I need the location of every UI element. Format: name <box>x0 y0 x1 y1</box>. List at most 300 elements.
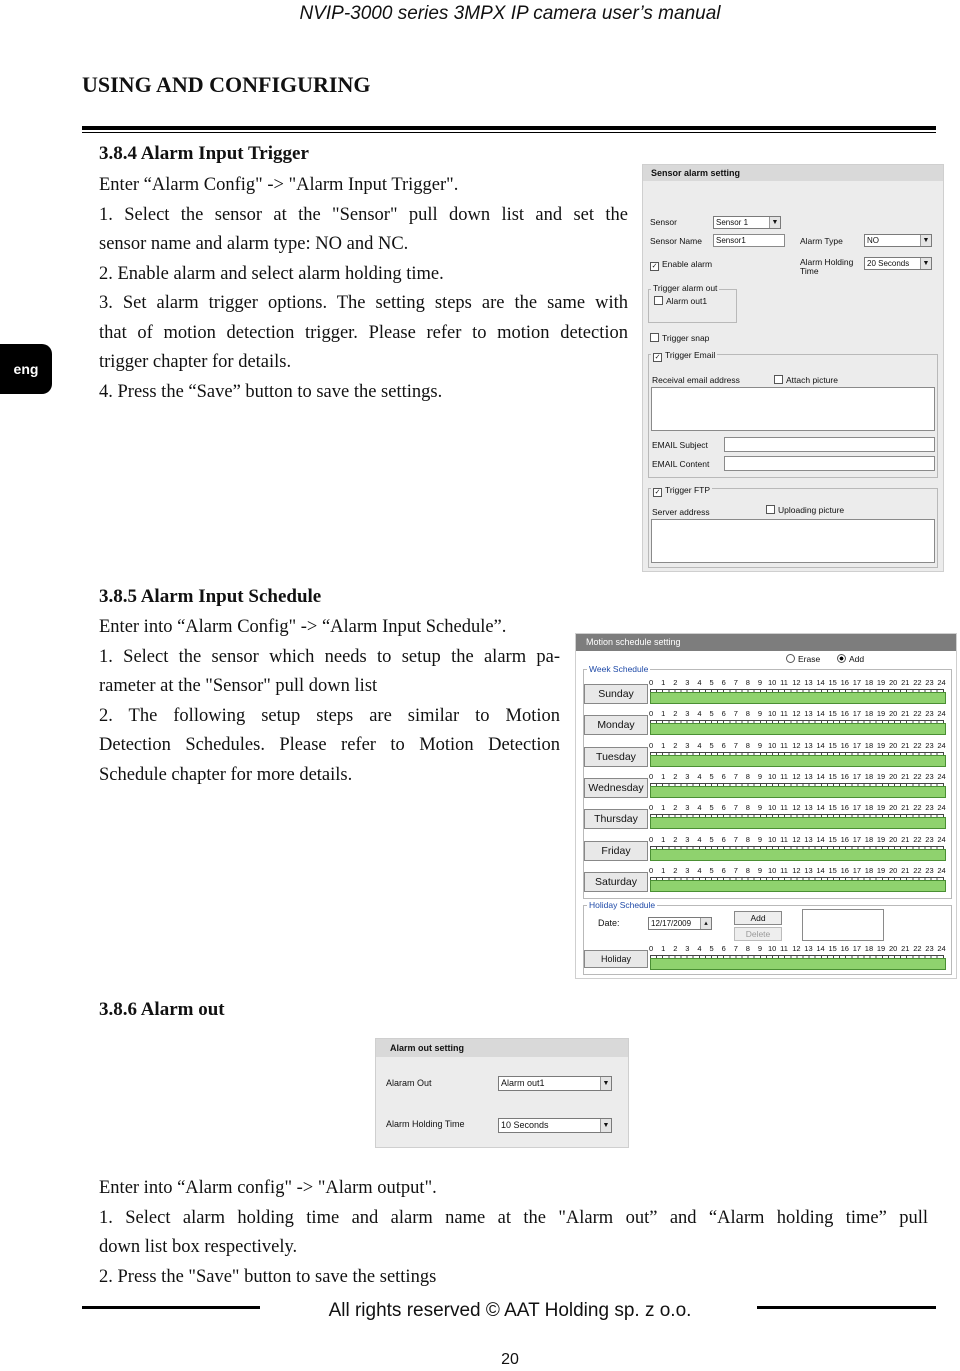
hour-label: 18 <box>864 678 874 687</box>
hour-label: 18 <box>864 740 874 750</box>
hour-label: 17 <box>852 678 862 687</box>
hour-label: 19 <box>876 865 886 875</box>
week-schedule-group <box>583 664 952 899</box>
hour-label: 7 <box>733 865 738 875</box>
hour-label: 14 <box>816 678 825 687</box>
hour-label: 2 <box>673 709 678 719</box>
hour-label: 7 <box>733 803 738 813</box>
hour-label: 13 <box>804 771 813 781</box>
chapter-title: USING AND CONFIGURING <box>82 72 371 97</box>
alarm-type-label: Alarm Type <box>800 236 843 246</box>
alarm-holding-time-select[interactable] <box>498 1118 612 1133</box>
hour-label: 5 <box>709 834 714 844</box>
section-386-heading: 3.8.6 Alarm out <box>99 999 225 1020</box>
hour-label: 12 <box>792 803 801 813</box>
hour-label: 9 <box>757 944 763 953</box>
hour-label: 12 <box>792 771 801 781</box>
text-line: Enter into “Alarm Config" -> “Alarm Input Schedule”. <box>99 617 507 637</box>
header-rule-thin <box>82 132 936 133</box>
hour-label: 4 <box>697 834 702 844</box>
hour-label: 21 <box>901 709 910 719</box>
panel-title: Alarm out setting <box>376 1039 628 1057</box>
hour-label: 16 <box>840 740 849 750</box>
hour-label: 4 <box>697 944 702 953</box>
receival-email-label: Receival email address <box>652 375 740 385</box>
hour-label: 4 <box>697 803 702 813</box>
alarm-holding-label <box>800 258 853 276</box>
hour-label: 1 <box>661 709 666 719</box>
hour-label: 16 <box>840 771 849 781</box>
hour-label: 11 <box>780 678 788 687</box>
schedule-bar[interactable] <box>650 786 946 798</box>
hour-label: 21 <box>901 834 910 844</box>
enable-alarm-checkbox[interactable] <box>650 259 712 271</box>
header-rule-thick <box>82 126 936 130</box>
alarm-holding-time-label: Alarm Holding Time <box>386 1119 465 1129</box>
hour-label: 8 <box>745 834 750 844</box>
chevron-down-icon: ▼ <box>920 258 931 269</box>
hour-label: 14 <box>816 740 825 750</box>
alarm-out-value: Alarm out1 <box>501 1078 545 1088</box>
section-386-text <box>99 1174 928 1292</box>
holding-label-line: Alarm Holding <box>800 257 854 267</box>
day-name: Thursday <box>584 809 648 829</box>
hour-label: 6 <box>721 865 726 875</box>
text-line: 3. Set alarm trigger options. The setting steps are the same with <box>99 293 628 313</box>
hour-label: 17 <box>852 834 862 844</box>
holiday-schedule-group <box>583 900 952 975</box>
hour-label: 15 <box>828 740 837 750</box>
schedule-bar[interactable] <box>650 849 946 861</box>
checkbox-checked-icon: ✓ <box>651 263 658 270</box>
uploading-picture-checkbox[interactable] <box>766 505 844 515</box>
hour-label: 15 <box>828 944 837 953</box>
hour-label: 22 <box>913 865 922 875</box>
email-content-input[interactable] <box>724 456 935 471</box>
hour-label: 7 <box>733 678 738 687</box>
hour-label: 11 <box>780 944 788 953</box>
hour-label: 11 <box>780 771 788 781</box>
hour-label: 11 <box>780 740 788 750</box>
radio-icon <box>786 654 795 663</box>
hour-label: 18 <box>864 944 874 953</box>
trigger-email-label: Trigger Email <box>665 350 716 360</box>
hour-label: 4 <box>697 678 702 687</box>
hour-label: 22 <box>913 803 922 813</box>
text-line: 4. Press the “Save” button to save the settings. <box>99 381 443 402</box>
add-label: Add <box>849 654 865 664</box>
hour-label: 12 <box>792 865 801 875</box>
hour-label: 8 <box>745 944 750 953</box>
hour-label: 15 <box>828 709 837 719</box>
holiday-name: Holiday <box>584 950 648 968</box>
text-line: that of motion detection trigger. Please refer to motion detection <box>99 322 628 343</box>
hour-label: 20 <box>889 771 898 781</box>
hour-label: 8 <box>745 865 750 875</box>
hour-label: 10 <box>768 944 777 953</box>
email-subject-label: EMAIL Subject <box>652 440 708 450</box>
hour-label: 2 <box>673 771 678 781</box>
trigger-ftp-checkbox[interactable] <box>651 485 712 497</box>
hour-label: 20 <box>889 803 898 813</box>
section-384-text <box>99 171 628 407</box>
hour-label: 8 <box>745 740 750 750</box>
radio-selected-icon <box>837 654 846 663</box>
hour-label: 24 <box>937 678 946 687</box>
hour-label: 14 <box>816 865 825 875</box>
schedule-bar[interactable] <box>650 880 946 892</box>
sensor-name-label: Sensor Name <box>650 236 702 246</box>
hour-label: 19 <box>876 709 886 719</box>
section-385-heading: 3.8.5 Alarm Input Schedule <box>99 586 322 607</box>
hour-label: 7 <box>733 834 738 844</box>
hour-label: 2 <box>673 803 678 813</box>
hour-label: 11 <box>780 865 788 875</box>
hour-label: 8 <box>745 771 750 781</box>
hour-label: 12 <box>792 678 801 687</box>
date-value: 12/17/2009 <box>651 919 692 928</box>
schedule-bar[interactable] <box>650 755 946 767</box>
hour-label: 9 <box>757 865 763 875</box>
checkbox-icon <box>766 505 775 514</box>
hour-label: 22 <box>913 944 922 953</box>
email-content-label: EMAIL Content <box>652 459 710 469</box>
enable-alarm-label: Enable alarm <box>662 259 713 269</box>
hour-label: 14 <box>816 944 825 953</box>
checkbox-checked-icon: ✓ <box>654 489 661 496</box>
chevron-down-icon: ▼ <box>600 1077 611 1090</box>
hour-label: 7 <box>733 709 738 719</box>
hour-label: 23 <box>925 709 934 719</box>
hour-label: 4 <box>697 709 702 719</box>
section-385-text <box>99 613 560 790</box>
hour-label: 16 <box>840 678 849 687</box>
hour-label: 15 <box>828 803 837 813</box>
hour-label: 9 <box>757 678 763 687</box>
hour-label: 6 <box>721 709 726 719</box>
hour-label: 0 <box>649 944 654 953</box>
checkbox-icon <box>774 375 783 384</box>
hour-label: 3 <box>685 709 690 719</box>
hour-label: 13 <box>804 944 813 953</box>
hour-label: 6 <box>721 944 726 953</box>
hour-label: 8 <box>745 803 750 813</box>
hour-label: 16 <box>840 944 849 953</box>
panel-title: Sensor alarm setting <box>643 165 943 181</box>
hour-label: 8 <box>745 678 750 687</box>
holiday-list[interactable] <box>802 909 884 941</box>
text-line: Enter “Alarm Config" -> "Alarm Input Trigger". <box>99 175 459 195</box>
holding-label-line: Time <box>800 266 819 276</box>
hour-label: 21 <box>901 740 910 750</box>
hour-label: 2 <box>673 740 678 750</box>
hour-label: 18 <box>864 834 874 844</box>
hour-label: 2 <box>673 678 678 687</box>
hour-label: 24 <box>937 865 946 875</box>
hour-label: 24 <box>937 771 946 781</box>
hour-label: 0 <box>649 865 654 875</box>
day-name: Saturday <box>584 872 648 892</box>
hour-label: 13 <box>804 709 813 719</box>
hour-label: 13 <box>804 803 813 813</box>
sensor-select[interactable] <box>713 216 781 229</box>
hour-label: 9 <box>757 709 763 719</box>
hour-label: 17 <box>852 771 862 781</box>
hour-label: 7 <box>733 771 738 781</box>
trigger-ftp-label: Trigger FTP <box>665 485 711 495</box>
hour-label: 14 <box>816 709 825 719</box>
hour-label: 5 <box>709 709 714 719</box>
hour-label: 12 <box>792 740 801 750</box>
hour-label: 4 <box>697 771 702 781</box>
schedule-bar[interactable] <box>650 958 946 970</box>
hour-label: 3 <box>685 834 690 844</box>
panel-title: Motion schedule setting <box>576 634 956 651</box>
hour-label: 20 <box>889 944 898 953</box>
hour-label: 16 <box>840 865 849 875</box>
footer-copyright: All rights reserved © AAT Holding sp. z o.o. <box>328 1300 692 1321</box>
hour-label: 19 <box>876 771 886 781</box>
hour-label: 0 <box>649 834 654 844</box>
day-name: Tuesday <box>584 747 648 767</box>
hour-label: 23 <box>925 803 934 813</box>
trigger-email-checkbox[interactable] <box>651 350 717 362</box>
date-picker[interactable] <box>648 917 712 930</box>
hour-label: 1 <box>661 944 666 953</box>
hour-label: 22 <box>913 678 922 687</box>
sensor-name-input[interactable]: Sensor1 <box>713 234 785 247</box>
alarm-out-setting-panel <box>375 1038 629 1148</box>
day-row-friday <box>584 834 946 863</box>
hour-label: 6 <box>721 740 726 750</box>
hour-label: 16 <box>840 834 849 844</box>
hour-label: 1 <box>661 771 666 781</box>
alarm-type-select[interactable] <box>864 234 932 247</box>
hour-label: 10 <box>768 803 777 813</box>
hour-label: 24 <box>937 709 946 719</box>
hour-label: 5 <box>709 771 714 781</box>
hour-label: 7 <box>733 740 738 750</box>
holiday-add-button[interactable]: Add <box>734 911 782 925</box>
schedule-bar[interactable] <box>650 723 946 735</box>
hour-label: 0 <box>649 709 654 719</box>
hour-label: 10 <box>768 834 777 844</box>
hour-label: 10 <box>768 740 777 750</box>
calendar-spin-icon: ▴ <box>700 918 711 929</box>
trigger-email-group <box>648 350 938 478</box>
checkbox-icon <box>650 333 659 342</box>
hour-label: 17 <box>852 944 862 953</box>
text-line: 1. Select the sensor which needs to setup the alarm pa- <box>99 646 560 667</box>
hour-label: 18 <box>864 865 874 875</box>
hour-label: 5 <box>709 740 714 750</box>
text-line: trigger chapter for details. <box>99 352 292 372</box>
hour-label: 16 <box>840 709 849 719</box>
hour-label: 6 <box>721 678 726 687</box>
hour-label: 22 <box>913 740 922 750</box>
hour-label: 23 <box>925 771 934 781</box>
hour-label: 12 <box>792 709 801 719</box>
trigger-alarm-out-legend: Trigger alarm out <box>653 283 718 293</box>
hour-label: 24 <box>937 834 946 844</box>
attach-picture-label: Attach picture <box>786 375 838 385</box>
schedule-bar[interactable] <box>650 692 946 704</box>
hour-label: 17 <box>852 709 862 719</box>
hour-label: 1 <box>661 803 666 813</box>
hour-label: 16 <box>840 803 849 813</box>
checkbox-checked-icon: ✓ <box>654 354 661 361</box>
chevron-down-icon: ▼ <box>769 217 780 228</box>
hour-label: 20 <box>889 865 898 875</box>
checkbox-icon <box>654 296 663 305</box>
sensor-select-value: Sensor 1 <box>716 218 749 227</box>
hour-label: 19 <box>876 740 886 750</box>
erase-radio[interactable] <box>786 654 820 664</box>
uploading-picture-label: Uploading picture <box>778 505 845 515</box>
holiday-row <box>584 944 946 972</box>
receival-email-textarea[interactable] <box>651 387 935 431</box>
day-row-monday <box>584 709 946 737</box>
server-address-label: Server address <box>652 507 710 517</box>
hour-label: 9 <box>757 771 763 781</box>
hour-label: 17 <box>852 740 862 750</box>
hour-label: 17 <box>852 803 862 813</box>
hour-label: 5 <box>709 944 714 953</box>
alarm-out-select[interactable] <box>498 1076 612 1091</box>
hour-label: 14 <box>816 771 825 781</box>
hour-label: 13 <box>804 834 813 844</box>
day-name: Friday <box>584 841 648 861</box>
hour-label: 2 <box>673 865 678 875</box>
day-name: Sunday <box>584 684 648 704</box>
day-row-sunday <box>584 678 946 706</box>
sensor-label: Sensor <box>650 217 677 227</box>
hour-label: 10 <box>768 865 777 875</box>
alarm-holding-value: 20 Seconds <box>867 259 910 268</box>
hour-label: 13 <box>804 740 813 750</box>
chevron-down-icon: ▼ <box>600 1119 611 1132</box>
add-radio[interactable] <box>837 654 864 664</box>
hour-label: 10 <box>768 709 777 719</box>
hour-label: 3 <box>685 944 690 953</box>
hour-label: 3 <box>685 865 690 875</box>
hour-label: 10 <box>768 678 777 687</box>
hour-label: 9 <box>757 740 763 750</box>
hour-label: 6 <box>721 803 726 813</box>
sensor-alarm-setting-panel <box>642 164 944 572</box>
hour-label: 21 <box>901 803 910 813</box>
hour-label: 20 <box>889 709 898 719</box>
hour-label: 14 <box>816 834 825 844</box>
hour-label: 20 <box>889 740 898 750</box>
alarm-out-label: Alaram Out <box>386 1078 432 1088</box>
alarm-out1-label: Alarm out1 <box>666 296 708 306</box>
hour-label: 4 <box>697 740 702 750</box>
text-line: 2. The following setup steps are similar to Motion <box>99 705 560 726</box>
hour-label: 24 <box>937 740 946 750</box>
server-address-textarea[interactable] <box>651 519 935 563</box>
hour-label: 1 <box>661 740 666 750</box>
hour-label: 19 <box>876 803 886 813</box>
hour-label: 24 <box>937 944 946 953</box>
hour-label: 24 <box>937 803 946 813</box>
attach-picture-checkbox[interactable] <box>774 375 838 385</box>
hour-label: 0 <box>649 803 654 813</box>
hour-label: 15 <box>828 678 837 687</box>
hour-label: 22 <box>913 771 922 781</box>
hour-label: 1 <box>661 678 666 687</box>
hour-label: 18 <box>864 709 874 719</box>
hour-label: 17 <box>852 865 862 875</box>
hour-label: 1 <box>661 865 666 875</box>
hour-label: 21 <box>901 944 910 953</box>
hour-label: 20 <box>889 678 898 687</box>
holiday-delete-button[interactable]: Delete <box>734 927 782 941</box>
hour-label: 3 <box>685 771 690 781</box>
hour-label: 23 <box>925 944 934 953</box>
day-row-thursday <box>584 803 946 831</box>
hour-label: 0 <box>649 740 654 750</box>
hour-label: 5 <box>709 678 714 687</box>
text-line: Schedule chapter for more details. <box>99 764 353 785</box>
hour-label: 22 <box>913 709 922 719</box>
week-schedule-legend: Week Schedule <box>589 664 649 674</box>
text-line: 2. Press the "Save" button to save the settings <box>99 1266 437 1287</box>
alarm-holding-select[interactable] <box>864 257 932 270</box>
day-name: Monday <box>584 715 648 735</box>
hour-label: 21 <box>901 678 910 687</box>
text-line: sensor name and alarm type: NO and NC. <box>99 234 409 254</box>
hour-label: 5 <box>709 803 714 813</box>
hour-label: 23 <box>925 740 934 750</box>
text-line: 1. Select the sensor at the "Sensor" pull down list and set the <box>99 204 628 225</box>
hour-label: 23 <box>925 678 934 687</box>
hour-label: 9 <box>757 803 763 813</box>
hour-label: 1 <box>661 834 666 844</box>
hour-label: 11 <box>780 803 788 813</box>
manual-header-title: NVIP-3000 series 3MPX IP camera user’s manual <box>299 3 721 24</box>
hour-label: 9 <box>757 834 763 844</box>
hour-label: 12 <box>792 944 801 953</box>
day-row-wednesday <box>584 771 946 800</box>
trigger-alarm-out-group <box>648 283 737 323</box>
text-line: Enter into “Alarm config" -> "Alarm output". <box>99 1178 437 1198</box>
hour-label: 22 <box>913 834 922 844</box>
text-line: 1. Select alarm holding time and alarm name at the "Alarm out” and “Alarm holding time” pull <box>99 1207 928 1228</box>
hour-label: 3 <box>685 678 690 687</box>
day-row-tuesday <box>584 740 946 769</box>
hour-label: 0 <box>649 771 654 781</box>
schedule-bar[interactable] <box>650 817 946 829</box>
email-subject-input[interactable] <box>724 437 935 452</box>
language-tab: eng <box>0 344 52 394</box>
holiday-schedule-legend: Holiday Schedule <box>589 900 656 910</box>
hour-label: 3 <box>685 740 690 750</box>
text-line: 2. Enable alarm and select alarm holding time. <box>99 263 444 284</box>
trigger-snap-label: Trigger snap <box>662 333 710 343</box>
hour-label: 5 <box>709 865 714 875</box>
page-number: 20 <box>501 1351 519 1368</box>
hour-label: 4 <box>697 865 702 875</box>
day-name: Wednesday <box>584 778 648 798</box>
hour-label: 19 <box>876 678 886 687</box>
hour-label: 19 <box>876 944 886 953</box>
trigger-snap-checkbox[interactable] <box>650 333 709 343</box>
hour-label: 15 <box>828 771 837 781</box>
hour-label: 13 <box>804 678 813 687</box>
alarm-out1-checkbox[interactable] <box>654 296 707 306</box>
hour-label: 11 <box>780 834 788 844</box>
